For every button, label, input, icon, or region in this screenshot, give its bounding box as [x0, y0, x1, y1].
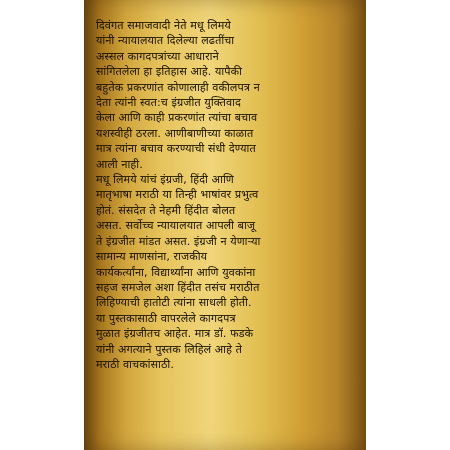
blurb-text: [96, 18, 354, 372]
blurb-paragraph-3: या पुस्तकासाठी वापरलेले कागदपत्र मुळात इंग्रजीतच आहेत. मात्र डॉ. फडके यांनी अगत्याने पुस्तक लिहिलं आहे ते मराठी वाचकांसाठी.: [96, 311, 254, 371]
blurb-paragraph-2: मधू लिमये यांचं इंग्रजी, हिंदी आणि मातृभाषा मराठी या तिन्ही भाषांवर प्रभुत्व होतं. संसदेत ते नेहमी हिंदीत बोलत असत. सर्वोच्च न्यायालयात आपली बाजू ते इंग्रजीत मांडत असत. इंग्रजी न येणाऱ्या सामान्य माणसांना, राजकीय कार्यकर्त्यांना, विद्यार्थ्यांना आणि युवकांना सहज समजेल अशा हिंदीत तसंच मराठीत लिहिण्याची हातोटी त्यांना साधली होती.: [96, 173, 261, 310]
blurb-paragraph-1: दिवंगत समाजवादी नेते मधू लिमये यांनी न्यायालयात दिलेल्या लढतींचा अस्सल कागदपत्रांच्या आधाराने सांगितलेला हा इतिहास आहे. यापैकी बहुतेक प्रकरणांत कोणालाही वकीलपत्र न देता त्यांनी स्वत:च इंग्रजीत युक्तिवाद केला आणि काही प्रकरणांत त्यांचा बचाव यशस्वीही ठरला. आणीबाणीच्या काळात मात्र त्यांना बचाव करण्याची संधी देण्यात आली नाही.: [96, 19, 260, 171]
